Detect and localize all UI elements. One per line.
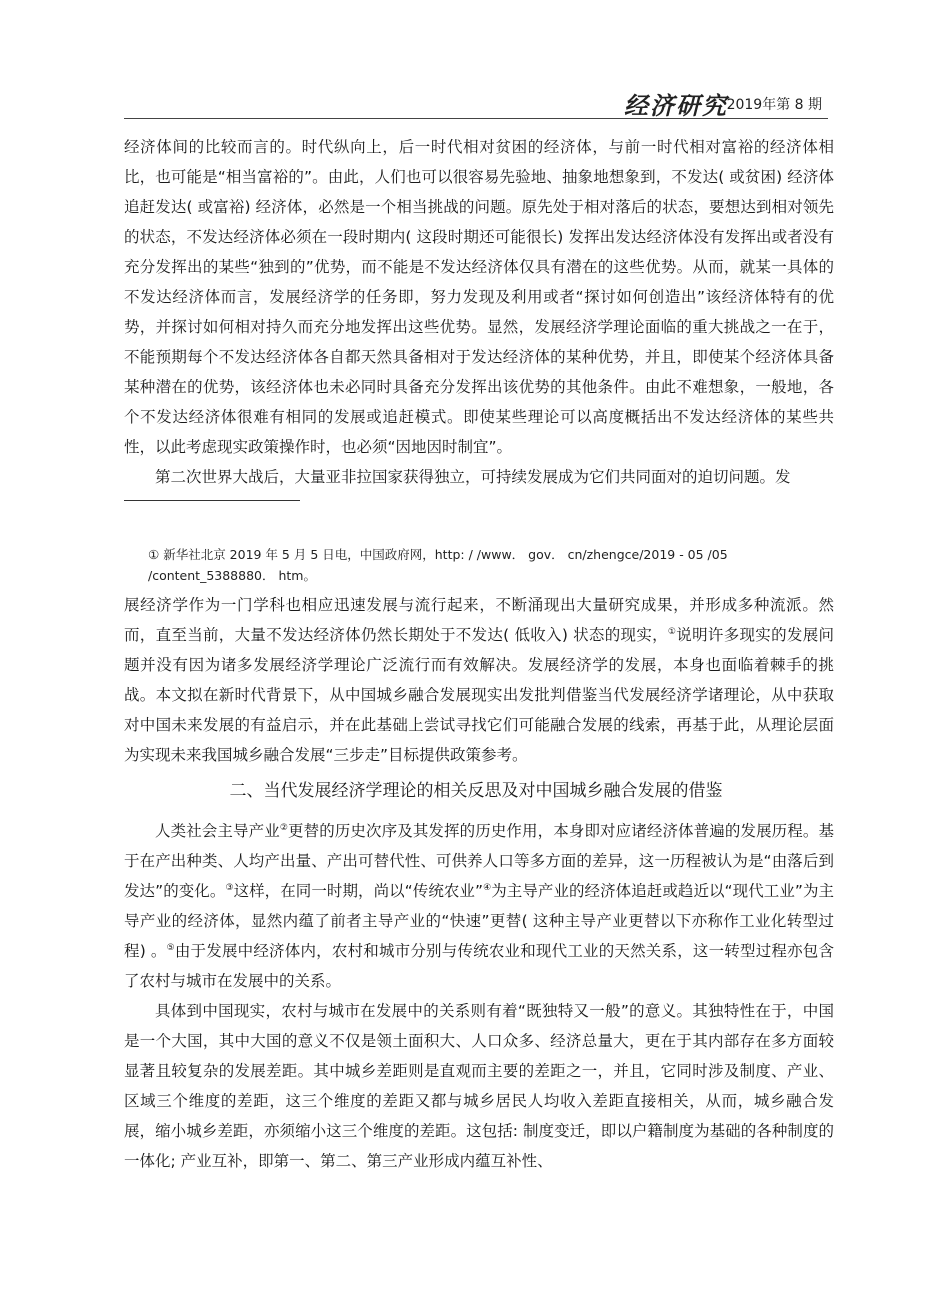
paragraph: 具体到中国现实，农村与城市在发展中的关系则有着“既独特又一般”的意义。其独特性在于，中国是一个大国，其中大国的意义不仅是领土面积大、人口众多、经济总量大，更在于其内部存在多方面较显著且较复杂的发展差距。其中城乡差距则是直观而主要的差距之一，并且，它同时涉及制度、产业、区域三个维度的差距，这三个维度的差距又都与城乡居民人均收入差距直接相关，从而，城乡融合发展，缩小城乡差距，亦须缩小这三个维度的差距。这包括: 制度变迁，即以户籍制度为基础的各种制度的一体化; 产业互补，即第一、第二、第三产业形成内蕴互补性、: [124, 1002, 834, 1170]
text-run: 更替的历史次序及其发挥的历史作用，本身即对应诸经济体普遍的发展历程。基于在产出种类、人均产出量、产出可替代性、可供养人口等多方面的差异，这一历程被认为是“由落后到发达”的变化。: [124, 822, 834, 900]
text-run: 为主导产业的经济体追赶或趋近以“现代工业”为主导产业的经济体，显然内蕴了前者主导产业的“快速”更替( 这种主导产业更替以下亦称作工业化转型过程) 。: [124, 882, 835, 960]
text-run: 这样，在同一时期，尚以“传统农业”: [233, 882, 484, 900]
body-block-1: [124, 132, 834, 492]
text-run: 由于发展中经济体内，农村和城市分别与传统农业和现代工业的天然关系，这一转型过程亦包含了农村与城市在发展中的关系。: [124, 942, 834, 990]
body-block-2: [124, 590, 834, 770]
text-run: 人类社会主导产业: [155, 822, 280, 840]
text-run: 说明许多现实的发展问题并没有因为诸多发展经济学理论广泛流行而有效解决。发展经济学的发展，本身也面临着棘手的挑战。本文拟在新时代背景下，从中国城乡融合发展现实出发批判借鉴当代发展经济学诸理论，从中获取对中国未来发展的有益启示，并在此基础上尝试寻找它们可能融合发展的线索，再基于此，从理论层面为实现未来我国城乡融合发展“三步走”目标提供政策参考。: [124, 626, 834, 764]
page-header: [124, 90, 828, 120]
footnote-ref[interactable]: ⑤: [166, 943, 175, 953]
issue-number: 2019年第 8 期: [726, 97, 822, 113]
footnote-ref[interactable]: ②: [279, 823, 288, 833]
journal-logo: 经济研究: [624, 91, 728, 120]
paragraph: 第二次世界大战后，大量亚非拉国家获得独立，可持续发展成为它们共同面对的迫切问题。发: [155, 468, 791, 486]
footnote-rule: [124, 500, 300, 501]
header-rule: [124, 118, 828, 119]
paragraph: [124, 816, 834, 996]
body-block-3: [124, 816, 834, 1176]
paragraph: [124, 590, 834, 770]
text-run: 展经济学作为一门学科也相应迅速发展与流行起来，不断涌现出大量研究成果，并形成多种流派。然而，直至当前，大量不发达经济体仍然长期处于不发达( 低收入) 状态的现实，: [124, 596, 834, 644]
footnote-ref[interactable]: ③: [225, 883, 234, 893]
footnote-mark: ①: [148, 547, 160, 562]
footnote-text: 新华社北京 2019 年 5 月 5 日电，中国政府网，http: / /www． gov． cn/zhengce/2019 - 05 /05 /content_5388880． htm。: [148, 547, 728, 583]
footnote-ref[interactable]: ④: [483, 883, 492, 893]
footnote-ref[interactable]: ①: [667, 627, 677, 637]
paragraph: 经济体间的比较而言的。时代纵向上，后一时代相对贫困的经济体，与前一时代相对富裕的经济体相比，也可能是“相当富裕的”。由此，人们也可以很容易先验地、抽象地想象到，不发达( 或贫困) 经济体追赶发达( 或富裕) 经济体，必然是一个相当挑战的问题。原先处于相对落后的状态，要想达到相对领先的状态，不发达经济体必须在一段时期内( 这段时期还可能很长) 发挥出发达经济体没有发挥出或者没有充分发挥出的某些“独到的”优势，而不能是不发达经济体仅具有潜在的这些优势。从而，就某一具体的不发达经济体而言，发展经济学的任务即，努力发现及利用或者“探讨如何创造出”该经济体特有的优势，并探讨如何相对持久而充分地发挥出这些优势。显然，发展经济学理论面临的重大挑战之一在于，不能预期每个不发达经济体各自都天然具备相对于发达经济体的某种优势，并且，即使某个经济体具备某种潜在的优势，该经济体也未必同时具备充分发挥出该优势的其他条件。由此不难想象，一般地，各个不发达经济体很难有相同的发展或追赶模式。即使某些理论可以高度概括出不发达经济体的某些共性，以此考虑现实政策操作时，也必须“因地因时制宜”。: [124, 138, 834, 456]
section-heading: 二、当代发展经济学理论的相关反思及对中国城乡融合发展的借鉴: [229, 781, 723, 801]
footnote: [148, 544, 808, 586]
